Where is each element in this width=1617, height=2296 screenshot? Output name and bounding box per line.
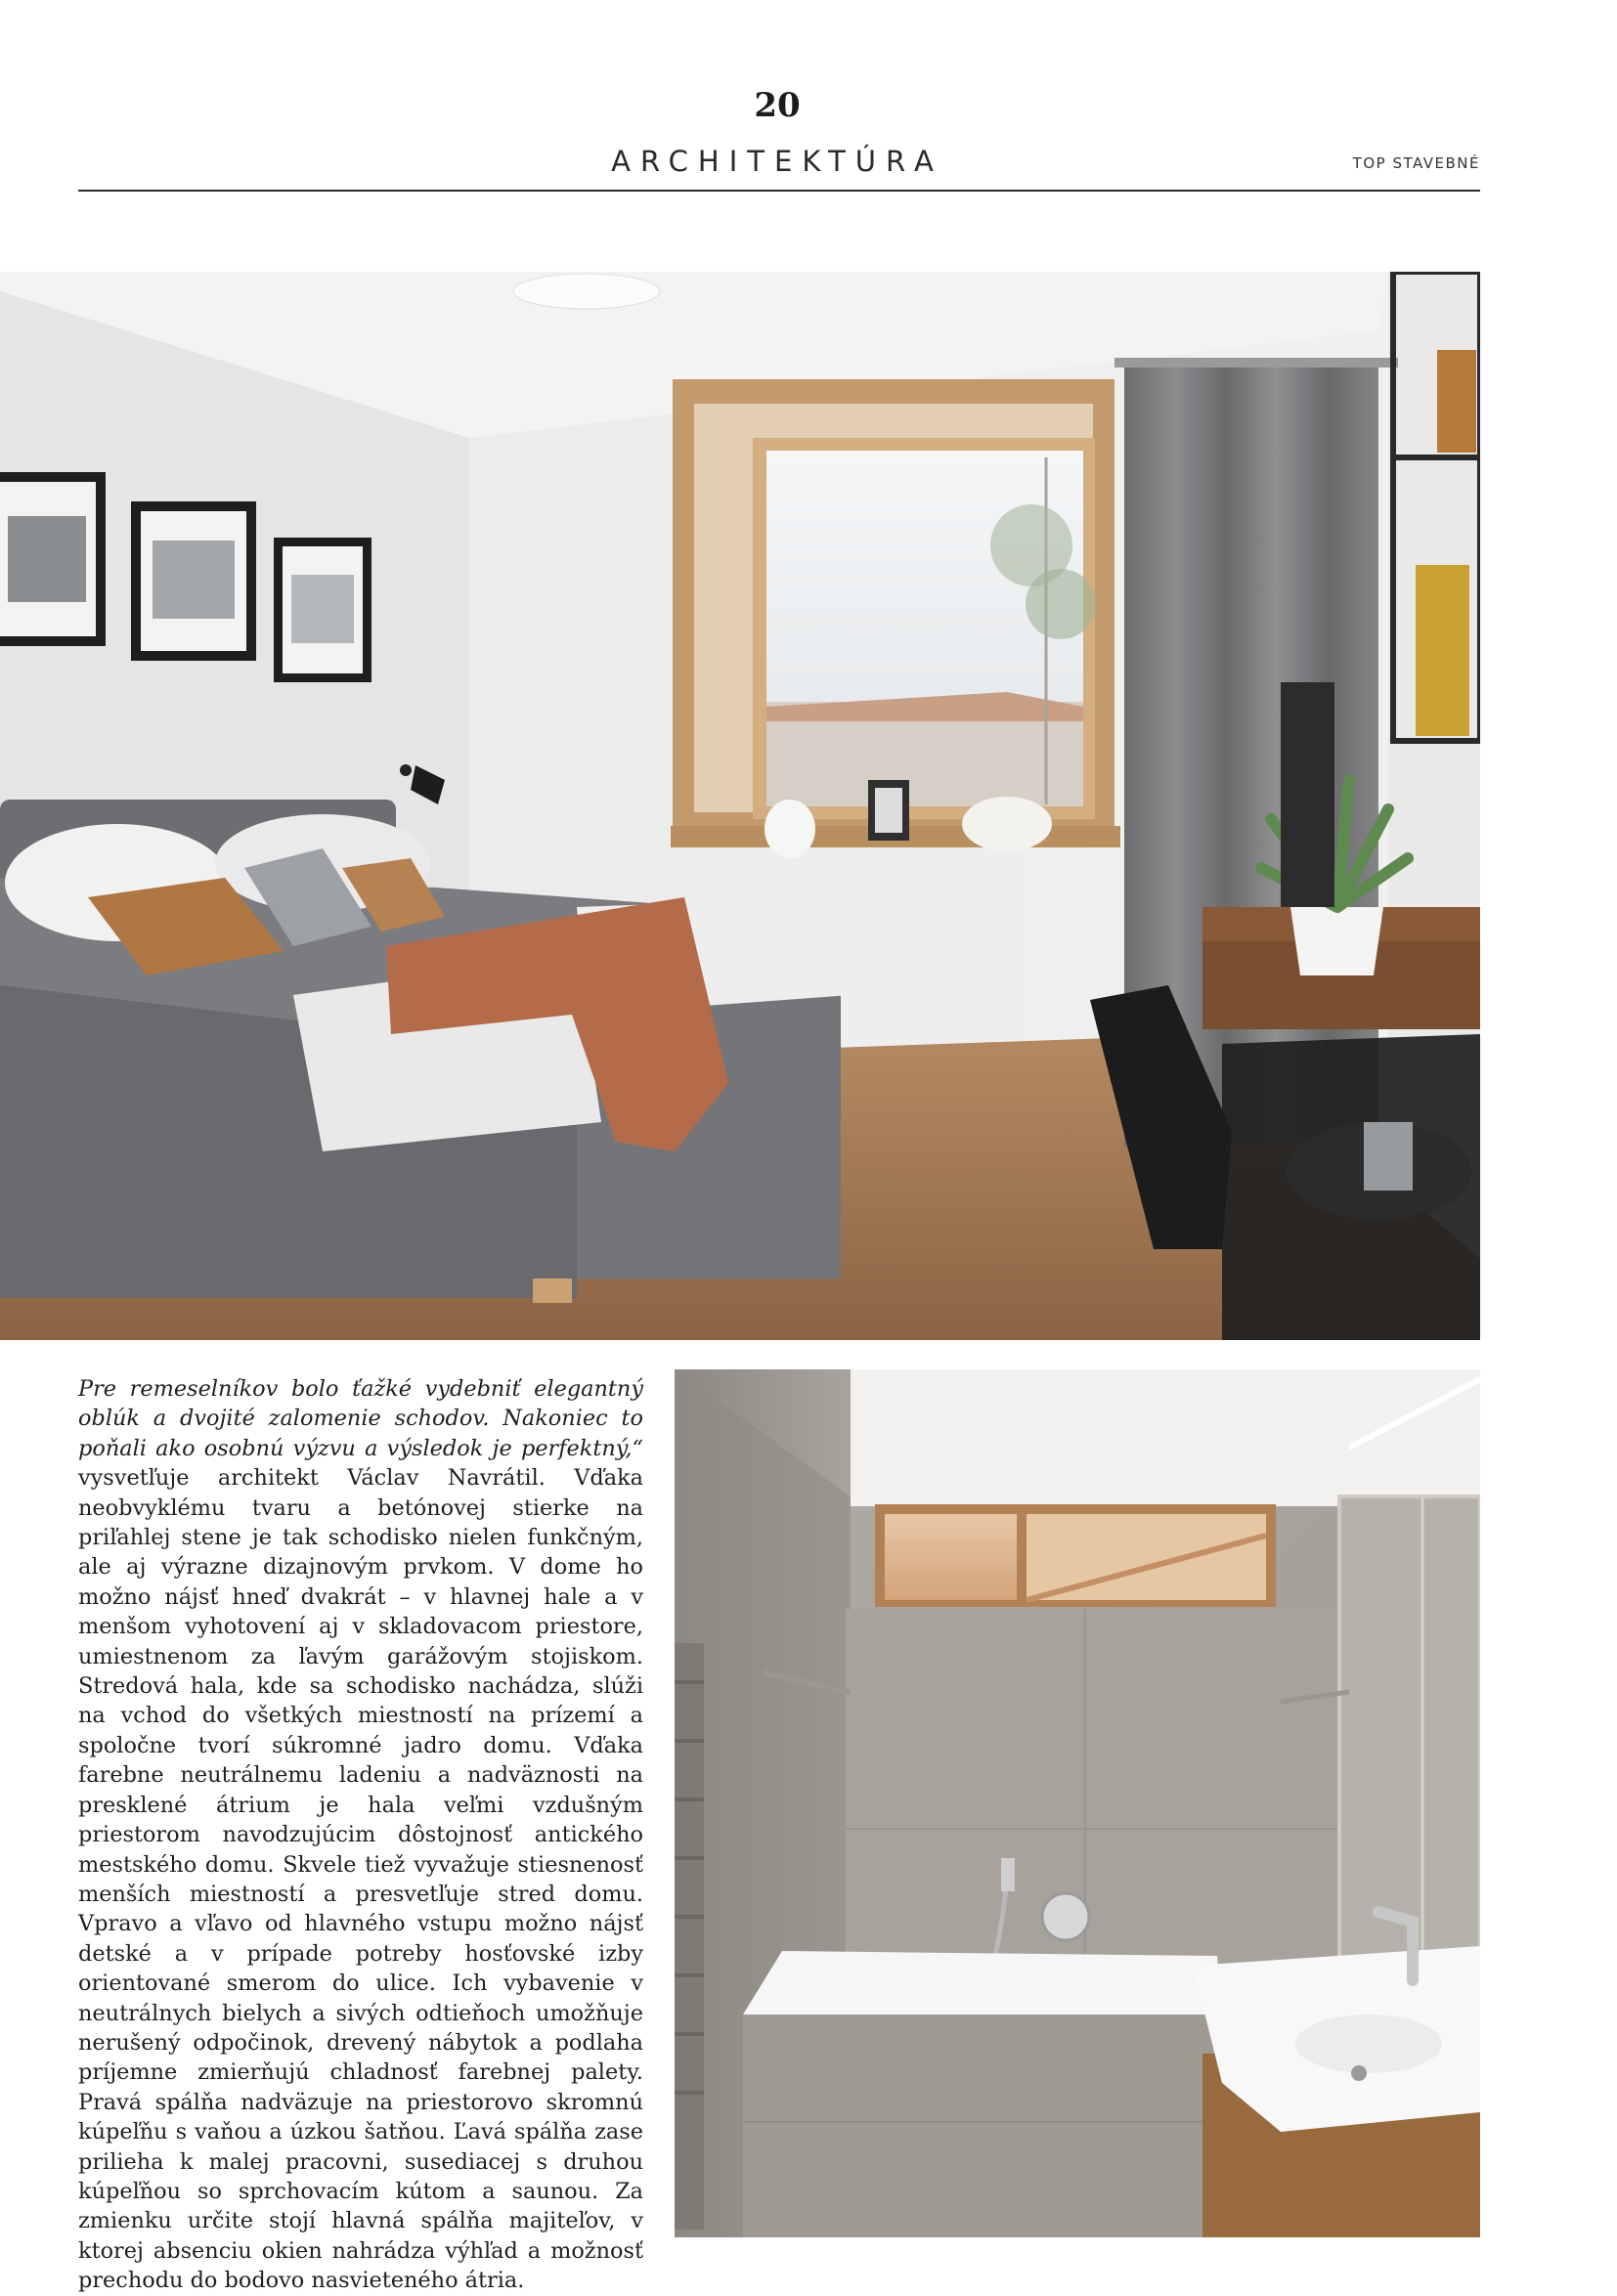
section-title: ARCHITEKTÚRA: [611, 145, 943, 178]
bathroom-photo: [675, 1369, 1480, 2237]
page-number: 20: [754, 86, 801, 125]
article-quote: Pre remeselníkov bolo ťažké vydebniť elegantný oblúk a dvojité zalomenie schodov. Nakoniec to poňali ako osobnú výzvu a výsledok je perfektný,“: [78, 1376, 643, 1461]
header-rule: [78, 190, 1480, 192]
bedroom-photo: [0, 272, 1480, 1340]
article-text: vysvetľuje architekt Václav Navrátil. Vďaka neobvyklému tvaru a betónovej stierke na priľahlej stene je tak schodisko nielen funkčným, ale aj výrazne dizajnovým prvkom. V dome ho možno nájsť hneď dvakrát – v hlavnej hale a v menšom vyhotovení aj v skladovacom priestore, umiestnenom za ľavým garážovým stojiskom. Stredová hala, kde sa schodisko nachádza, slúži na vchod do všetkých miestností na prízemí a spoločne tvorí súkromné jadro domu. Vďaka farebne neutrálnemu ladeniu a nadväznosti na presklené átrium je hala veľmi vzdušným priestorom navodzujúcim dôstojnosť antického mestského domu. Skvele tiež vyvažuje stiesnenosť menších miestností a presvetľuje stred domu. Vpravo a vľavo od hlavného vstupu možno nájsť detské a v prípade potreby hosťovské izby orientované smerom do ulice. Ich vybavenie v neutrálnych bielych a sivých odtieňoch umožňuje nerušený odpočinok, drevený nábytok a podlaha príjemne zmierňujú chladnosť farebnej palety. Pravá spálňa nadväzuje na priestorovo skromnú kúpeľňu s vaňou a úzkou šatňou. Ľavá spálňa zase prilieha k malej pracovni, susediacej s druhou kúpeľňou so sprchovacím kútom a saunou. Za zmienku určite stojí hlavná spálňa majiteľov, v ktorej absenciu okien nahrádza výhľad a možnosť prechodu do bodovo nasvieteného átria.: [78, 1465, 643, 2294]
magazine-brand: TOP STAVEBNÉ: [1352, 154, 1480, 172]
article-body: [78, 1374, 643, 2296]
